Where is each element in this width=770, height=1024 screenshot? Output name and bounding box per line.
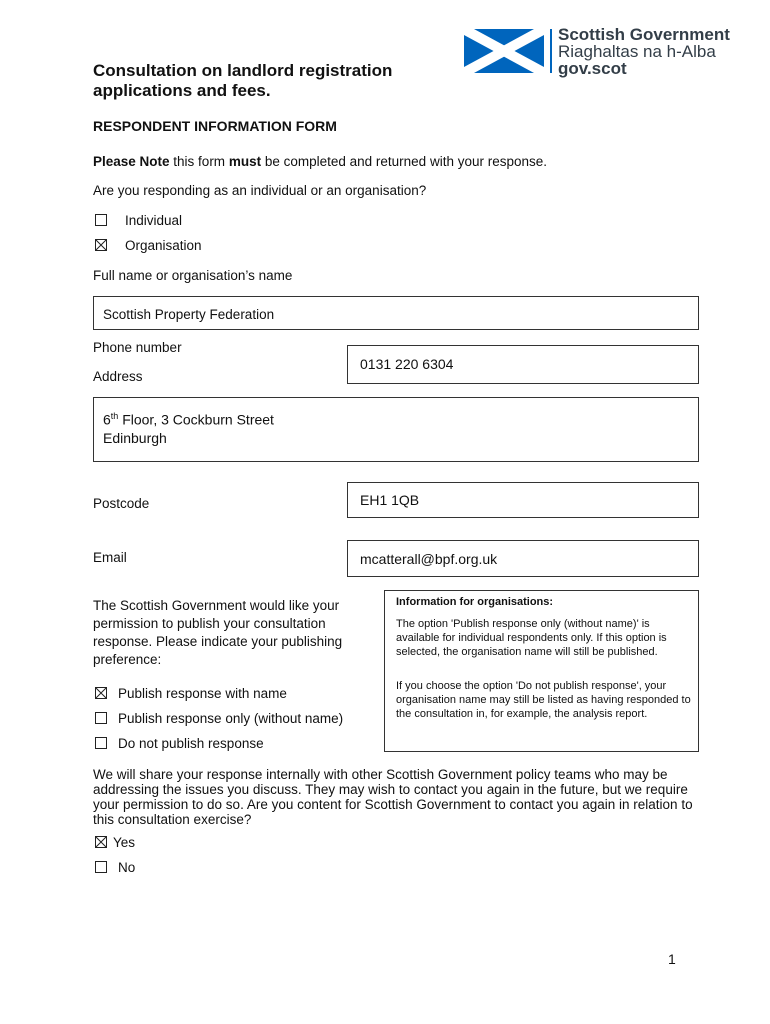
note-mid: this form [169, 154, 229, 169]
checkbox-do-not-publish[interactable] [95, 737, 107, 749]
checked-cross-icon [96, 688, 106, 698]
checkbox-contact-yes[interactable] [95, 836, 107, 848]
label-do-not-publish: Do not publish response [118, 736, 264, 751]
label-publish-with-name: Publish response with name [118, 686, 287, 701]
info-box-organisations [384, 590, 699, 752]
note-bold-2: must [228, 154, 262, 169]
checkbox-publish-with-name[interactable] [95, 687, 107, 699]
logo-line-gaelic: Riaghaltas na h-Alba [558, 42, 716, 61]
name-value: Scottish Property Federation [103, 307, 275, 322]
name-label: Full name or organisation’s name [93, 268, 293, 283]
postcode-field[interactable] [347, 482, 699, 518]
address-floor-number: 6 [103, 411, 111, 428]
label-publish-without-name: Publish response only (without name) [118, 711, 344, 726]
share-text: We will share your response internally with other Scottish Government policy teams who may be addressing the issues you discuss. They may wish to contact you again in the future, but we require your permission to do so. Are you content for Scottish Government to contact you again in relation to this consultation exercise? [93, 767, 693, 827]
postcode-label: Postcode [93, 496, 150, 511]
logo-line-english: Scottish Government [558, 25, 730, 44]
address-field[interactable] [93, 397, 699, 462]
label-contact-no: No [118, 860, 136, 875]
address-line-1 [103, 407, 274, 429]
address-line-2: Edinburgh [103, 429, 167, 446]
label-individual: Individual [125, 213, 183, 228]
address-label: Address [93, 369, 143, 384]
question-respondent-type: Are you responding as an individual or an organisation? [93, 183, 427, 198]
logo-divider [550, 29, 552, 73]
info-paragraph-1: The option 'Publish response only (without name)' is available for individual respondents only. If this option is selected, the organisation name will still be published. [396, 618, 667, 658]
info-heading: Information for organisations: [396, 596, 554, 608]
info-paragraph-2: If you choose the option 'Do not publish response', your organisation name may still be listed as having responded to the consultation in, for example, the analysis report. [396, 680, 691, 720]
address-street: Floor, 3 Cockburn Street [118, 411, 274, 428]
note-bold-1: Please Note [93, 154, 170, 169]
phone-field[interactable] [347, 345, 699, 384]
document-title: Consultation on landlord registration applications and fees. [93, 61, 393, 100]
checkbox-publish-without-name[interactable] [95, 712, 107, 724]
address-floor-suffix: th [110, 411, 119, 421]
label-organisation: Organisation [125, 238, 202, 253]
saltire-flag-icon [464, 29, 544, 73]
checkbox-organisation[interactable] [95, 239, 107, 251]
publish-question: The Scottish Government would like your permission to publish your consultation response. Please indicate your publishing preference: [93, 598, 343, 667]
page-number: 1 [668, 951, 676, 967]
checkbox-contact-no[interactable] [95, 861, 107, 873]
address-value [103, 407, 274, 447]
note-end: be completed and returned with your response. [261, 154, 547, 169]
name-field[interactable] [93, 296, 699, 330]
checkbox-individual[interactable] [95, 214, 107, 226]
email-label: Email [93, 550, 127, 565]
postcode-value: EH1 1QB [360, 492, 420, 508]
email-field[interactable] [347, 540, 699, 577]
email-value: mcatterall@bpf.org.uk [360, 551, 498, 567]
logo-wordmark [558, 26, 730, 77]
label-contact-yes: Yes [113, 835, 136, 850]
please-note [93, 153, 547, 170]
form-heading: RESPONDENT INFORMATION FORM [93, 118, 337, 134]
checked-cross-icon [96, 837, 106, 847]
phone-label: Phone number [93, 340, 182, 355]
checked-cross-icon [96, 240, 106, 250]
phone-value: 0131 220 6304 [360, 356, 454, 372]
logo-line-domain: gov.scot [558, 59, 627, 78]
